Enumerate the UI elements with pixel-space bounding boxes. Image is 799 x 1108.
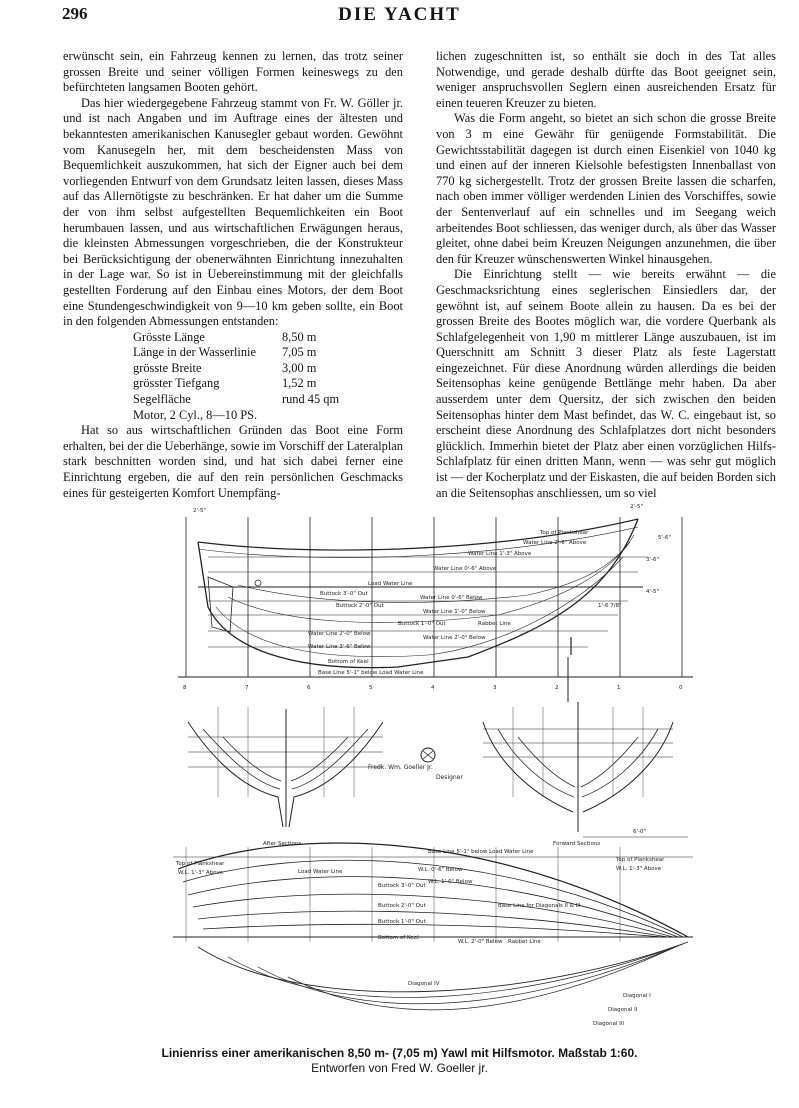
profile-label: Buttock 2'-0" Out: [336, 603, 384, 609]
station-number: 4: [431, 685, 435, 691]
dimension-label: 4'-5": [646, 589, 660, 595]
plan-label: W.L. 1'-3" Above: [178, 870, 224, 876]
dimension-label: 2'-5": [193, 508, 207, 514]
paragraph: Die Einrichtung stellt — wie bereits erwähnt — die Geschmacksrichtung eines seglerischen Einsiedlers dar, der gewöhnt ist, auf seinem Boote allein zu hausen. Da es bei der grossen Breite des Bootes möglich war, die vordere Querbank als Schlafgelegenheit von 1,90 m mittlerer Länge auszubauen, ist im Querschnitt am Schnitt 3 dieser Platz als feste Lagerstatt eingezeichnet. Für diese Anordnung würden allerdings die beiden Seitensophas keine genügende Bettlänge mehr haben. Da aber ausserdem unter dem Quersitz, der sich zwischen den beiden Seitensophas hinter dem Mast befindet, das W. C. eingebaut ist, so erscheint diese Anordnung des Schlafplatzes dort nicht besonders glücklich. Immerhin bietet der Platz aber einen vorzüglichen Hilfs-Schlafplatz für einen dritten Mann, wenn — was sehr gut möglich ist — der Kocherplatz und der Eiskasten, die auf beiden Borden sich an die Seitensophas anschliessen, um so viel: [436, 267, 776, 500]
caption-credit: Entworfen von Fred W. Goeller jr.: [311, 1061, 488, 1075]
diagonal-label: Diagonal II: [608, 1007, 638, 1013]
profile-label: Water Line 0'-6" Below: [420, 595, 483, 601]
dim-value: rund 45 qm: [281, 392, 340, 407]
profile-label: Base Line 5'-1" below Load Water Line: [318, 670, 424, 676]
dimension-label: 2'-5": [630, 504, 644, 510]
profile-label: Top of Plankshear: [540, 530, 589, 536]
diagonal-label: Diagonal III: [593, 1021, 624, 1027]
paragraph: lichen zugeschnitten ist, so enthält sie doch in des Tat alles Notwendige, und gerade deshalb dürfte das Boot geeignet sein, weniger anspruchsvollen Seglern einen ausreichenden Ersatz für einen teueren Kreuzer zu bieten.: [436, 49, 776, 110]
plan-label: W.L. 1'-3" Above: [616, 866, 662, 872]
dim-label: Länge in der Wasserlinie: [133, 345, 256, 360]
paragraph: Das hier wiedergegebene Fahrzeug stammt von Fr. W. Göller jr. und ist nach Angaben und im Auftrage eines der ältesten und bekanntesten amerikanischen Kanusegler gebaut worden. Gewöhnt vom Kanusegeln her, mit dem bescheidensten Mass von Bequemlichkeit auszukommen, hat sich der Eigner auch bei dem vorliegenden Entwurf von dem Grundsatz leiten lassen, dieses Mass auf das Allernötigste zu beschränken. Er hat daher um die Summe der von ihm selbst aufgestellten Bequemlichkeiten ein Boot herumbauen lassen, und aus wirtschaftlichen Erwägungen heraus, die kleinsten Abmessungen vorgeschrieben, die der Konstrukteur bei Berücksichtigung der obenerwähnten Einrichtung innezuhalten in der Lage war. So ist in Uebereinstimmung mit der gleichfalls gestellten Forderung auf den Einbau eines Motors, der dem Boot eine Stundengeschwindigkeit von 9—10 km geben sollte, ein Boot in den folgenden Abmessungen entstanden:: [63, 95, 403, 329]
station-number: 5: [369, 685, 373, 691]
table-row: [133, 408, 339, 424]
dim-label: Grösste Länge: [133, 329, 205, 344]
profile-label: Water Line 0'-6" Above: [433, 566, 497, 572]
forward-sections: [483, 657, 688, 837]
caption-title: Linienriss einer amerikanischen 8,50 m- (7,05 m) Yawl mit Hilfsmotor. Maßstab 1:60.: [161, 1046, 638, 1060]
lines-plan-drawing: [168, 497, 708, 1047]
table-row: [133, 376, 339, 392]
profile-label: Buttock 3'-0" Out: [320, 591, 368, 597]
station-number: 8: [183, 685, 187, 691]
page-number: 296: [62, 4, 88, 23]
profile-label: Load Water Line: [368, 581, 413, 587]
motor-spec: Motor, 2 Cyl., 8—10 PS.: [133, 407, 258, 422]
profile-label: Water Line 2'-0" Below: [308, 631, 371, 637]
section-heading: Forward Sections: [553, 841, 601, 847]
plan-label: Top of Plankshear: [616, 857, 665, 863]
table-row: [133, 361, 339, 377]
dim-value: 3,00 m: [281, 360, 317, 375]
left-column: [63, 49, 403, 501]
dimension-label: 6'-0": [633, 829, 647, 835]
right-column: [436, 49, 776, 501]
paragraph: erwünscht sein, ein Fahrzeug kennen zu lernen, das trotz seiner grossen Breite und seiner völligen Formen keineswegs zu den befürchteten langsamen Booten gehört.: [63, 49, 403, 95]
dimension-label: 5'-6": [658, 535, 672, 541]
diagonal-label: Diagonal IV: [408, 981, 440, 987]
paragraph: Hat so aus wirtschaftlichen Gründen das Boot eine Form erhalten, bei der die Ueberhänge, sowie im Vorschiff der Lateralplan stark beschnitten worden sind, und hat sich dabei ferner eine Einrichtung ergeben, die auf den rein persönlichen Geschmacks eines für gesteigerten Komfort Unempfäng-: [63, 423, 403, 500]
plan-label: Base Line 5'-1" below Load Water Line: [428, 849, 534, 855]
dim-value: 8,50 m: [281, 329, 317, 344]
plan-label: Buttock 1'-0" Out: [378, 919, 426, 925]
table-row: [133, 392, 339, 408]
figure-caption: [0, 1046, 799, 1076]
station-number: 6: [307, 685, 311, 691]
plan-label: Buttock 3'-0" Out: [378, 883, 426, 889]
plan-label: W.L. 1'-0" Below: [428, 879, 473, 885]
plan-label: W.L. 2'-0" Below: [458, 939, 503, 945]
after-sections: [188, 707, 383, 827]
profile-label: Water Line 2'-0" Below: [423, 635, 486, 641]
dimensions-table: [133, 330, 339, 424]
dimension-label: 1'-6 7/8": [598, 603, 622, 609]
profile-label: Water Line 2'-6" Above: [523, 540, 587, 546]
plan-label: Top of Plankshear: [176, 861, 225, 867]
profile-label: Water Line 1'-0" Below: [423, 609, 486, 615]
designer-credit: Fredk. Wm. Goeller Jr.: [368, 764, 433, 771]
dim-label: Segelfläche: [133, 392, 191, 407]
designer-credit: Designer: [436, 774, 463, 781]
plan-label: Bottom of Keel: [378, 935, 419, 941]
table-row: [133, 345, 339, 361]
profile-label: Water Line 3'-6" Below: [308, 644, 371, 650]
dim-value: 1,52 m: [281, 376, 317, 391]
profile-label: Water Line 1'-3" Above: [468, 551, 532, 557]
station-number: 1: [617, 685, 621, 691]
plan-label: Buttock 2'-0" Out: [378, 903, 426, 909]
profile-label: Rabbet Line: [478, 621, 511, 627]
dim-value: 7,05 m: [281, 345, 317, 360]
dim-label: grösster Tiefgang: [133, 376, 220, 391]
station-number: 7: [245, 685, 249, 691]
section-heading: After Sections: [263, 841, 302, 847]
profile-label: Buttock 1'-0" Out: [398, 621, 446, 627]
designer-logo: [421, 748, 435, 762]
dim-label: grösste Breite: [133, 360, 202, 375]
running-head: DIE YACHT: [338, 4, 461, 25]
profile-label: Bottom of Keel: [328, 659, 369, 665]
station-number: 0: [679, 685, 683, 691]
station-number: 2: [555, 685, 559, 691]
plan-label: Base Line for Diagonals II & III: [498, 903, 581, 909]
plan-label: W.L. 0'-6" Below: [418, 867, 463, 873]
plan-label: Load Water Line: [298, 869, 343, 875]
table-row: [133, 330, 339, 346]
plan-label: Rabbet Line: [508, 939, 541, 945]
dimension-label: 3'-6": [646, 557, 660, 563]
station-number: 3: [493, 685, 497, 691]
diagonal-label: Diagonal I: [623, 993, 651, 999]
paragraph: Was die Form angeht, so bietet an sich schon die grosse Breite von 3 m eine Gewähr für genügende Formstabilität. Die Gewichtsstabilität dagegen ist durch einen Eisenkiel von 1040 kg und einen auf der inneren Kielsohle befestigsten Innenballast von 770 kg sichergestellt. Trotz der grossen Breite lassen die scharfen, nach oben immer völliger werdenden Linien des Vorschiffes, sowie der Sentenverlauf auf ein schnelles und im Seegang weich arbeitendes Boot schliessen, das weniger durch, als über das Wasser gleitet, ohne dabei beim Kreuzen Neigungen anzunehmen, die über den für Kreuzer wünschenswerten Winkel hinausgehen.: [436, 111, 776, 266]
